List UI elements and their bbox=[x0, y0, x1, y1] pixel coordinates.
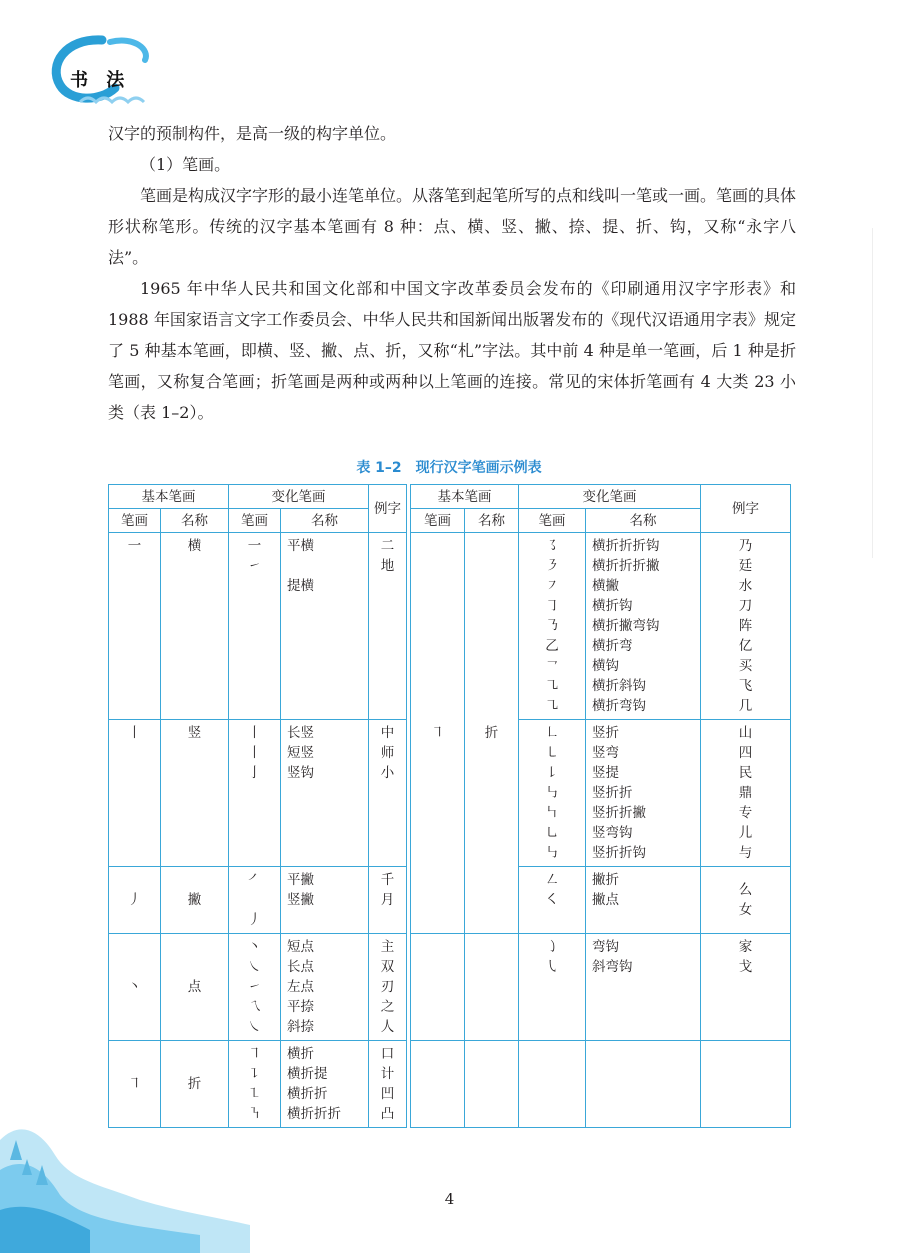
table-title: 表 1–2 现行汉字笔画示例表 bbox=[356, 460, 542, 476]
example-chars: 口 计 凹 凸 bbox=[369, 1041, 407, 1128]
variant-names: 竖折 竖弯 竖提 竖折折 竖折折撇 竖弯钩 竖折折钩 bbox=[586, 720, 701, 867]
page-number: 4 bbox=[444, 1190, 455, 1208]
variant-strokes: ㇁ ㇂ bbox=[519, 934, 586, 1041]
basic-name: 折 bbox=[465, 533, 519, 934]
variant-strokes: 丶 ㇏ ㇀ ㇝ ㇏ bbox=[229, 934, 281, 1041]
subheader-name: 名称 bbox=[586, 509, 701, 533]
basic-name: 竖 bbox=[161, 720, 229, 867]
paragraph: 1965 年中华人民共和国文化部和中国文字改革委员会发布的《印刷通用汉字字形表》和 1988 年国家语言文字工作委员会、中华人民共和国新闻出版署发布的《现代汉语通用字表》规定了 5 种基本笔画，即横、竖、撇、点、折，又称“札”字法。其中前 4 种是单一笔画，后 1 种是折笔画，又称复合笔画；折笔画是两种或两种以上笔画的连接。常见的宋体折笔画有 4 大类 23 小类（表 1–2）。 bbox=[108, 279, 796, 422]
example-chars: 山 四 民 鼎 专 儿 与 bbox=[701, 720, 791, 867]
paragraph: 汉字的预制构件，是高一级的构字单位。 bbox=[108, 124, 397, 143]
landscape-illustration bbox=[0, 1100, 250, 1253]
basic-name: 点 bbox=[161, 934, 229, 1041]
variant-names: 弯钩 斜弯钩 bbox=[586, 934, 701, 1041]
variant-names: 平撇 竖撇 bbox=[281, 867, 369, 934]
basic-name: 撇 bbox=[161, 867, 229, 934]
example-chars: 么 女 bbox=[701, 867, 791, 934]
empty-cell bbox=[411, 934, 465, 1041]
empty-cell bbox=[465, 934, 519, 1041]
header-basic-right: 基本笔画 bbox=[411, 485, 519, 509]
example-chars: 二 地 bbox=[369, 533, 407, 720]
empty-cell bbox=[519, 1041, 586, 1128]
margin-rule bbox=[872, 228, 899, 558]
example-chars: 乃 廷 水 刀 阵 亿 买 飞 几 bbox=[701, 533, 791, 720]
logo-label: 书 法 bbox=[70, 70, 131, 91]
empty-cell bbox=[586, 1041, 701, 1128]
variant-strokes: ㇗ ㇄ ㇙ ㇉ ㇞ ㇟ ㇉ bbox=[519, 720, 586, 867]
subheader-name: 名称 bbox=[465, 509, 519, 533]
example-chars: 中 师 小 bbox=[369, 720, 407, 867]
variant-strokes: ㇕ ㇊ ㇅ ㇎ bbox=[229, 1041, 281, 1128]
basic-stroke: 丨 bbox=[109, 720, 161, 867]
variant-strokes: 一 ㇀ bbox=[229, 533, 281, 720]
basic-stroke: 丿 bbox=[109, 867, 161, 934]
variant-names: 短点 长点 左点 平捺 斜捺 bbox=[281, 934, 369, 1041]
variant-strokes: 丨 丨 亅 bbox=[229, 720, 281, 867]
paragraph: 笔画是构成汉字字形的最小连笔单位。从落笔到起笔所写的点和线叫一笔或一画。笔画的具体形状称笔形。传统的汉字基本笔画有 8 种：点、横、竖、撇、捺、提、折、钩，又称“永字八法”。 bbox=[108, 186, 797, 267]
subheader-stroke: 笔画 bbox=[229, 509, 281, 533]
body-text bbox=[108, 118, 796, 428]
subheader-name: 名称 bbox=[281, 509, 369, 533]
header-variant-right: 变化笔画 bbox=[519, 485, 701, 509]
basic-stroke: 丶 bbox=[109, 934, 161, 1041]
variant-names: 平横 提横 bbox=[281, 533, 369, 720]
empty-cell bbox=[411, 1041, 465, 1128]
variant-names: 横折折折钩 横折折折撇 横撇 横折钩 横折撇弯钩 横折弯 横钩 横折斜钩 横折弯钩 bbox=[586, 533, 701, 720]
basic-stroke: ㇕ bbox=[411, 533, 465, 934]
table-row bbox=[109, 533, 791, 720]
table-row bbox=[109, 934, 791, 1041]
example-chars: 千 月 bbox=[369, 867, 407, 934]
header-example-left: 例字 bbox=[369, 485, 407, 533]
subheader-stroke: 笔画 bbox=[411, 509, 465, 533]
subheader-stroke: 笔画 bbox=[519, 509, 586, 533]
variant-names: 撇折 撇点 bbox=[586, 867, 701, 934]
basic-name: 折 bbox=[161, 1041, 229, 1128]
header-basic-left: 基本笔画 bbox=[109, 485, 229, 509]
example-chars: 主 双 刃 之 人 bbox=[369, 934, 407, 1041]
variant-names: 横折 横折提 横折折 横折折折 bbox=[281, 1041, 369, 1128]
empty-cell bbox=[465, 1041, 519, 1128]
basic-stroke: 一 bbox=[109, 533, 161, 720]
chapter-logo bbox=[40, 30, 170, 115]
basic-name: 横 bbox=[161, 533, 229, 720]
stroke-table bbox=[108, 484, 791, 1128]
subheader-stroke: 笔画 bbox=[109, 509, 161, 533]
header-example-right: 例字 bbox=[701, 485, 791, 533]
basic-stroke: ㇕ bbox=[109, 1041, 161, 1128]
empty-cell bbox=[701, 1041, 791, 1128]
variant-strokes: ㇌ ㇋ ㇇ ㇆ ㇡ 乙 ㇖ ㇈ ㇈ bbox=[519, 533, 586, 720]
subheader-name: 名称 bbox=[161, 509, 229, 533]
example-chars: 家 戈 bbox=[701, 934, 791, 1041]
variant-strokes: ㇜ ㇛ bbox=[519, 867, 586, 934]
variant-strokes: ㇒ 丿 bbox=[229, 867, 281, 934]
paragraph: （1）笔画。 bbox=[140, 155, 231, 174]
variant-names: 长竖 短竖 竖钩 bbox=[281, 720, 369, 867]
header-variant-left: 变化笔画 bbox=[229, 485, 369, 509]
